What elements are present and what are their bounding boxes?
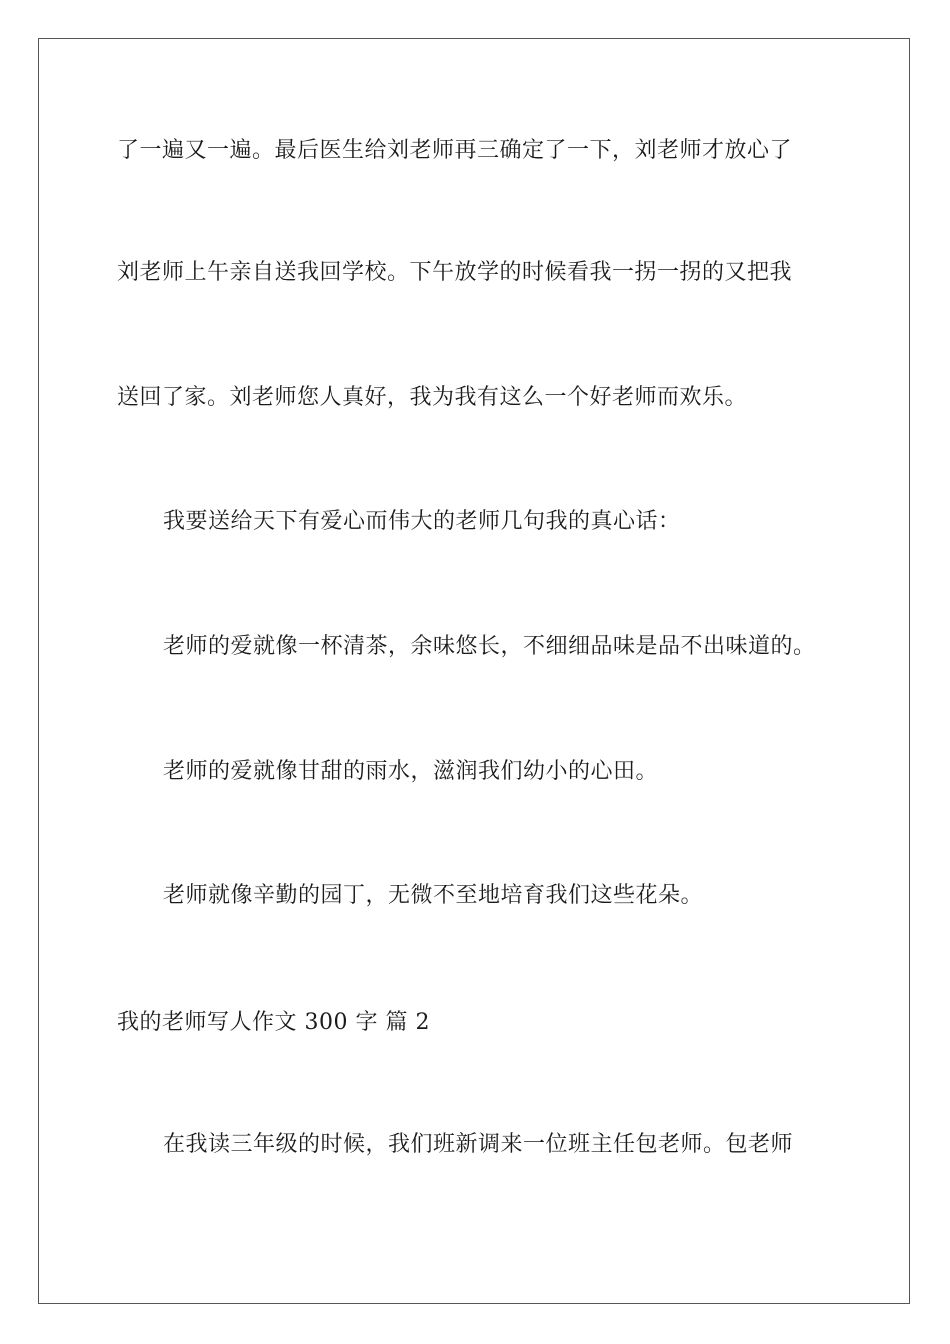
paragraph-line-6: 老师的爱就像甘甜的雨水，滋润我们幼小的心田。 [163, 759, 659, 784]
section-heading: 我的老师写人作文 300 字 篇 2 [117, 1010, 430, 1035]
paragraph-line-9: 在我读三年级的时候，我们班新调来一位班主任包老师。包老师 [163, 1132, 794, 1157]
paragraph-line-3: 送回了家。刘老师您人真好，我为我有这么一个好老师而欢乐。 [117, 385, 748, 410]
paragraph-line-5: 老师的爱就像一杯清茶，余味悠长，不细细品味是品不出味道的。 [163, 634, 816, 659]
paragraph-line-2: 刘老师上午亲自送我回学校。下午放学的时候看我一拐一拐的又把我 [117, 260, 793, 285]
page-border [38, 38, 910, 1304]
paragraph-line-4: 我要送给天下有爱心而伟大的老师几句我的真心话： [163, 509, 681, 534]
paragraph-line-7: 老师就像辛勤的园丁，无微不至地培育我们这些花朵。 [163, 883, 704, 908]
paragraph-line-1: 了一遍又一遍。最后医生给刘老师再三确定了一下，刘老师才放心了 [117, 138, 793, 163]
